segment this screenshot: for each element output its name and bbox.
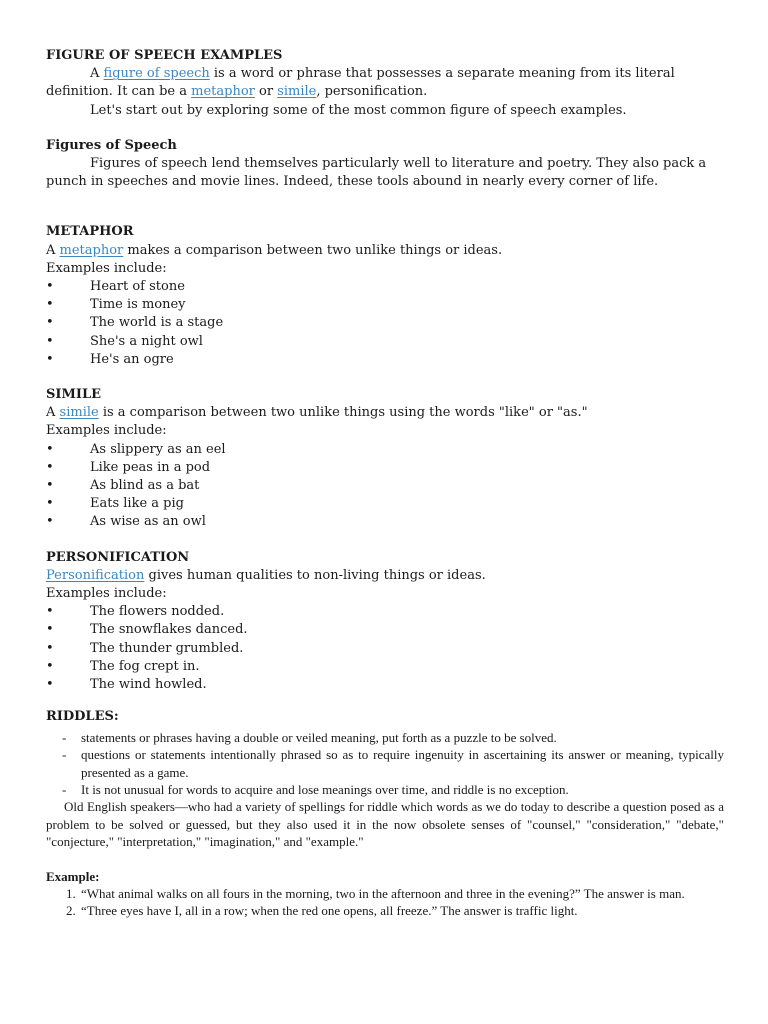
list-item-text: Time is money (90, 297, 186, 313)
list-item-text: He's an ogre (90, 351, 174, 367)
simile-link[interactable]: simile (277, 84, 317, 100)
metaphor-def-link[interactable]: metaphor (59, 242, 124, 258)
list-item-text: The snowflakes danced. (90, 622, 248, 638)
examples-label: Examples include: (46, 423, 167, 439)
riddles-paragraph: Old English speakers—who had a variety of spellings for riddle which words as we do today to describe a question posed as a problem to be solved or guessed, but they also used it in the now obsolete senses of "counsel," "consideration," "debate," "conjecture," "interpretation," "imagination," and "example." (46, 799, 724, 850)
list-number: 1. (66, 885, 76, 901)
list-item (46, 441, 724, 459)
bullet-icon: • (46, 478, 54, 494)
list-item (46, 603, 724, 621)
riddle-examples-list (46, 885, 724, 920)
dash-icon: - (62, 729, 67, 745)
list-item (46, 278, 724, 296)
list-item (46, 351, 724, 369)
list-item (66, 885, 724, 902)
list-item-text: “Three eyes have I, all in a row; when the red one opens, all freeze.” The answer is traffic light. (81, 903, 578, 919)
figures-paragraph: Figures of speech lend themselves particularly well to literature and poetry. They also pack a punch in speeches and movie lines. Indeed, these tools abound in nearly every corner of life. (46, 156, 707, 190)
definition-text: gives human qualities to non-living things or ideas. (144, 567, 486, 583)
personification-list (46, 603, 724, 694)
list-item-text: It is not unusual for words to acquire and lose meanings over time, and riddle is no exception. (81, 781, 569, 797)
list-item (62, 781, 724, 798)
list-item (46, 513, 724, 531)
list-item (46, 658, 724, 676)
figure-of-speech-link[interactable]: figure of speech (103, 66, 210, 82)
simile-def-link[interactable]: simile (59, 405, 99, 421)
document-page (46, 47, 724, 920)
list-item (46, 477, 724, 495)
simile-heading: SIMILE (46, 387, 101, 403)
bullet-icon: • (46, 622, 54, 638)
bullet-icon: • (46, 351, 54, 367)
personification-heading: PERSONIFICATION (46, 549, 190, 565)
intro-paragraph (46, 65, 724, 101)
list-item-text: As blind as a bat (90, 478, 200, 494)
example-label: Example: (46, 868, 100, 884)
intro-text: is a word or phrase that possesses a separate meaning from its literal definition. It can be a (46, 66, 675, 100)
list-item-text: statements or phrases having a double or veiled meaning, put forth as a puzzle to be solved. (81, 729, 557, 745)
simile-definition (46, 404, 724, 422)
document-title: FIGURE OF SPEECH EXAMPLES (46, 48, 283, 63)
list-item-text: Eats like a pig (90, 496, 184, 512)
examples-label: Examples include: (46, 260, 167, 276)
figures-heading: Figures of Speech (46, 137, 177, 153)
bullet-icon: • (46, 333, 54, 349)
metaphor-heading: METAPHOR (46, 224, 134, 240)
bullet-icon: • (46, 514, 54, 530)
bullet-icon: • (46, 677, 54, 693)
bullet-icon: • (46, 459, 54, 475)
examples-label: Examples include: (46, 586, 167, 602)
personification-definition (46, 567, 724, 585)
list-item-text: questions or statements intentionally phrased so as to require ingenuity in ascertaining its answer or meaning, typically presented as a game. (81, 747, 724, 780)
intro-paragraph-2: Let's start out by exploring some of the most common figure of speech examples. (90, 102, 627, 118)
bullet-icon: • (46, 315, 54, 331)
metaphor-definition (46, 242, 724, 260)
simile-list (46, 441, 724, 532)
intro-text: , personification. (316, 84, 428, 100)
riddles-list (46, 729, 724, 799)
list-item-text: As wise as an owl (90, 514, 206, 530)
list-item (46, 333, 724, 351)
bullet-icon: • (46, 279, 54, 295)
list-item (62, 746, 724, 781)
dash-icon: - (62, 781, 67, 797)
list-item-text: As slippery as an eel (90, 441, 226, 457)
riddles-heading: RIDDLES: (46, 709, 119, 725)
definition-text: is a comparison between two unlike things using the words "like" or "as." (98, 405, 588, 421)
list-item-text: The world is a stage (90, 315, 224, 331)
definition-text: A (46, 405, 60, 421)
dash-icon: - (62, 747, 67, 763)
riddles-section (46, 708, 724, 919)
bullet-icon: • (46, 640, 54, 656)
list-item-text: The fog crept in. (90, 658, 200, 674)
intro-text: A (90, 66, 104, 82)
list-item-text: Like peas in a pod (90, 459, 211, 475)
intro-text: or (254, 84, 278, 100)
list-item (46, 314, 724, 332)
list-item-text: She's a night owl (90, 333, 203, 349)
metaphor-list (46, 278, 724, 369)
list-item (46, 676, 724, 694)
list-item-text: “What animal walks on all fours in the morning, two in the afternoon and three in the evening?” The answer is man. (81, 885, 685, 901)
bullet-icon: • (46, 441, 54, 457)
list-item-text: The wind howled. (90, 677, 207, 693)
list-item (46, 296, 724, 314)
list-item (46, 640, 724, 658)
list-item-text: Heart of stone (90, 279, 185, 295)
list-number: 2. (66, 903, 76, 919)
bullet-icon: • (46, 604, 54, 620)
metaphor-link[interactable]: metaphor (191, 84, 255, 100)
bullet-icon: • (46, 658, 54, 674)
bullet-icon: • (46, 297, 54, 313)
definition-text: A (46, 242, 60, 258)
list-item (46, 459, 724, 477)
list-item (46, 621, 724, 639)
list-item-text: The flowers nodded. (90, 604, 225, 620)
personification-def-link[interactable]: Personification (46, 567, 145, 583)
definition-text: makes a comparison between two unlike things or ideas. (123, 242, 503, 258)
bullet-icon: • (46, 496, 54, 512)
list-item (46, 495, 724, 513)
list-item (62, 729, 724, 746)
list-item-text: The thunder grumbled. (90, 640, 244, 656)
list-item (66, 902, 724, 919)
